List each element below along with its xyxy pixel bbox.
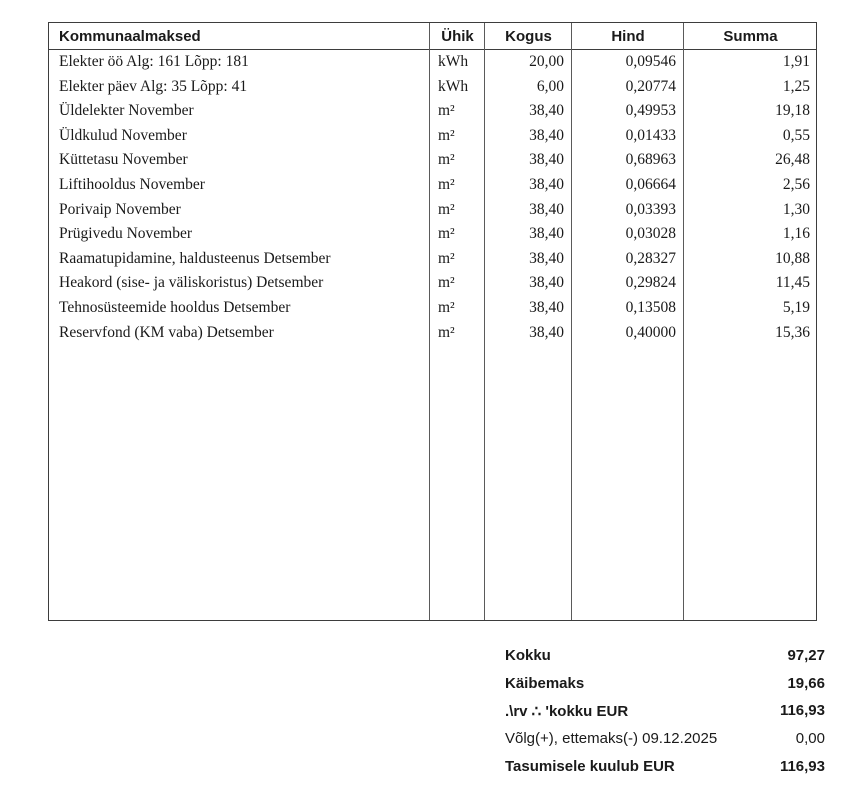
charge-name-cell: Reservfond (KM vaba) Detsember [59,323,274,341]
unit-cell: m² [438,102,455,120]
unit-cell: m² [438,126,455,144]
table-row [49,271,816,296]
sum-cell: 1,30 [782,200,810,218]
sum-cell: 2,56 [782,175,810,193]
quantity-cell: 38,40 [529,298,564,316]
sum-cell: 1,25 [782,77,810,95]
sum-cell: 11,45 [775,274,810,292]
total-label: .\rv ∴ 'kokku EUR [505,702,629,720]
price-cell: 0,28327 [625,249,676,267]
quantity-cell: 38,40 [529,274,564,292]
charge-name-cell: Küttetasu November [59,151,188,169]
unit-cell: m² [438,151,455,169]
total-row [505,670,825,698]
column-header-unit: Ühik [441,27,474,45]
sum-cell: 26,48 [775,151,810,169]
column-divider [571,23,572,620]
quantity-cell: 38,40 [529,175,564,193]
price-cell: 0,49953 [625,102,676,120]
charges-table [48,22,817,621]
sum-cell: 15,36 [775,323,810,341]
total-value: 116,93 [779,757,825,775]
charge-name-cell: Porivaip November [59,200,181,218]
unit-cell: m² [438,200,455,218]
table-row [49,124,816,149]
total-label: Käibemaks [505,674,585,692]
total-label: Võlg(+), ettemaks(-) 09.12.2025 [505,730,718,748]
unit-cell: m² [438,274,455,292]
table-row [49,296,816,321]
totals-section [505,642,825,780]
column-divider [484,23,485,620]
unit-cell: m² [438,249,455,267]
total-value: 116,93 [779,702,825,720]
charge-name-cell: Tehnosüsteemide hooldus Detsember [59,298,291,316]
table-body [49,50,816,345]
charge-name-cell: Üldelekter November [59,102,194,120]
total-value: 19,66 [787,674,825,692]
quantity-cell: 38,40 [529,102,564,120]
total-row [505,725,825,753]
quantity-cell: 38,40 [529,225,564,243]
charge-name-cell: Elekter öö Alg: 161 Lõpp: 181 [59,53,249,70]
quantity-cell: 38,40 [529,249,564,267]
charge-name-cell: Elekter päev Alg: 35 Lõpp: 41 [59,77,248,95]
charge-name-cell: Üldkulud November [59,126,187,144]
price-cell: 0,03393 [625,200,676,218]
column-header-price: Hind [611,27,645,45]
charge-name-cell: Prügivedu November [59,225,193,243]
unit-cell: m² [438,298,455,316]
price-cell: 0,01433 [625,126,676,144]
table-row [49,99,816,124]
quantity-cell: 38,40 [529,151,564,169]
table-row [49,75,816,100]
column-header-sum: Summa [723,27,778,45]
table-header-row [49,23,816,50]
quantity-cell: 38,40 [529,323,564,341]
total-label: Kokku [505,647,551,665]
total-row [505,752,825,780]
sum-cell: 19,18 [775,102,810,120]
total-label: Tasumisele kuulub EUR [505,757,675,775]
unit-cell: kWh [438,77,469,95]
column-divider [683,23,684,620]
total-row [505,642,825,670]
sum-cell: 10,88 [775,249,810,267]
table-row [49,198,816,223]
price-cell: 0,29824 [625,274,676,292]
charge-name-cell: Liftihooldus November [59,175,205,193]
price-cell: 0,03028 [625,225,676,243]
quantity-cell: 6,00 [536,77,564,95]
quantity-cell: 38,40 [529,126,564,144]
sum-cell: 0,55 [782,126,810,144]
total-row [505,697,825,725]
quantity-cell: 20,00 [529,53,564,70]
table-row [49,321,816,346]
sum-cell: 5,19 [782,298,810,316]
unit-cell: m² [438,323,455,341]
sum-cell: 1,16 [782,225,810,243]
column-header-qty: Kogus [505,27,552,45]
quantity-cell: 38,40 [529,200,564,218]
charge-name-cell: Raamatupidamine, haldusteenus Detsember [59,249,331,267]
column-divider [429,23,430,620]
unit-cell: m² [438,225,455,243]
sum-cell: 1,91 [782,53,810,70]
price-cell: 0,68963 [625,151,676,169]
unit-cell: kWh [438,53,469,70]
column-header-name: Kommunaalmaksed [59,27,201,45]
total-value: 0,00 [795,730,825,748]
table-row [49,173,816,198]
price-cell: 0,20774 [625,77,676,95]
charge-name-cell: Heakord (sise- ja väliskoristus) Detsember [59,274,324,292]
table-row [49,50,816,75]
unit-cell: m² [438,175,455,193]
total-value: 97,27 [787,647,825,665]
price-cell: 0,09546 [625,53,676,70]
table-row [49,222,816,247]
price-cell: 0,06664 [625,175,676,193]
table-row [49,247,816,272]
table-row [49,148,816,173]
price-cell: 0,13508 [625,298,676,316]
price-cell: 0,40000 [625,323,676,341]
